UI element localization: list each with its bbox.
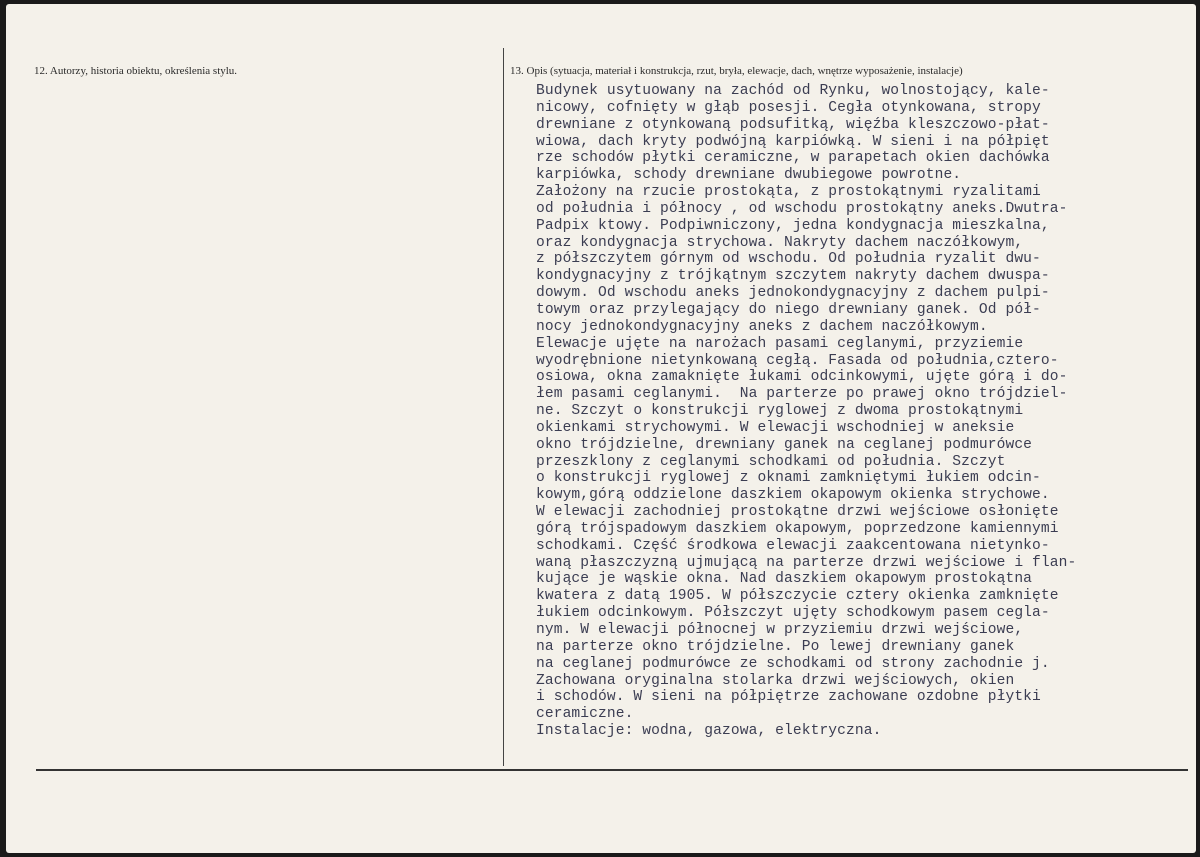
text-line: kwatera z datą 1905. W półszczycie cztery okienka zamknięte bbox=[536, 588, 1059, 605]
text-line: Założony na rzucie prostokąta, z prostokątnymi ryzalitami bbox=[536, 184, 1041, 201]
text-line: osiowa, okna zamaknięte łukami odcinkowymi, ujęte górą i do- bbox=[536, 369, 1068, 386]
text-line: Budynek usytuowany na zachód od Rynku, wolnostojący, kale- bbox=[536, 83, 1050, 99]
text-line: Zachowana oryginalna stolarka drzwi wejściowych, okien bbox=[536, 672, 1015, 689]
text-line: karpiówka, schody drewniane dwubiegowe powrotne. bbox=[536, 167, 962, 184]
text-line: dowym. Od wschodu aneks jednokondygnacyjny z dachem pulpi- bbox=[536, 285, 1050, 302]
text-line: schodkami. Część środkowa elewacji zaakcentowana nietynko- bbox=[536, 537, 1050, 554]
text-line: z półszczytem górnym od wschodu. Od południa ryzalit dwu- bbox=[536, 251, 1041, 268]
typed-description bbox=[536, 83, 1156, 740]
text-line: nocy jednokondygnacyjny aneks z dachem naczółkowym. bbox=[536, 318, 988, 335]
text-line: ne. Szczyt o konstrukcji ryglowej z dwoma prostokątnymi bbox=[536, 403, 1024, 420]
text-line: waną płaszczyzną ujmującą na parterze drzwi wejściowe i flan- bbox=[536, 554, 1077, 571]
text-line: kondygnacyjny z trójkątnym szczytem nakryty dachem dwuspa- bbox=[536, 268, 1050, 285]
text-line: od południa i północy , od wschodu prostokątny aneks.Dwutra- bbox=[536, 200, 1068, 217]
text-line: drewniane z otynkowaną podsufitką, więźba kleszczowo-płat- bbox=[536, 116, 1050, 133]
text-line: wiowa, dach kryty podwójną karpiówką. W sieni i na półpięt bbox=[536, 133, 1050, 150]
text-line: łem pasami ceglanymi. Na parterze po prawej okno trójdziel- bbox=[536, 386, 1068, 403]
text-line: Elewacje ujęte na narożach pasami ceglanymi, przyziemie bbox=[536, 335, 1024, 352]
text-line: górą trójspadowym daszkiem okapowym, poprzedzone kamiennymi bbox=[536, 520, 1059, 537]
text-line: oraz kondygnacja strychowa. Nakryty dachem naczółkowym, bbox=[536, 234, 1024, 251]
text-line: o konstrukcji ryglowej z oknami zamkniętymi łukiem odcin- bbox=[536, 470, 1041, 487]
text-line: okienkami strychowymi. W elewacji wschodniej w aneksie bbox=[536, 419, 1015, 436]
section-13-heading: 13. Opis (sytuacja, materiał i konstrukcja, rzut, bryła, elewacje, dach, wnętrze wyposażenie, instalacje) bbox=[510, 65, 963, 77]
text-line: rze schodów płytki ceramiczne, w parapetach okien dachówka bbox=[536, 150, 1050, 167]
text-line: łukiem odcinkowym. Półszczyt ujęty schodkowym pasem cegla- bbox=[536, 605, 1050, 622]
text-line: wyodrębnione nietynkowaną cegłą. Fasada od południa,cztero- bbox=[536, 352, 1059, 369]
text-line: nicowy, cofnięty w głąb posesji. Cegła otynkowana, stropy bbox=[536, 99, 1041, 116]
text-line: nym. W elewacji północnej w przyziemiu drzwi wejściowe, bbox=[536, 622, 1024, 638]
text-line: na parterze okno trójdzielne. Po lewej drewniany ganek bbox=[536, 638, 1015, 655]
section-12-heading: 12. Autorzy, historia obiektu, określenia stylu. bbox=[34, 65, 238, 77]
column-divider bbox=[503, 48, 504, 766]
text-line: na ceglanej podmurówce ze schodkami od strony zachodnie j. bbox=[536, 655, 1050, 672]
text-line: i schodów. W sieni na półpiętrze zachowane ozdobne płytki bbox=[536, 689, 1041, 706]
text-line: Padpix ktowy. Podpiwniczony, jedna kondygnacja mieszkalna, bbox=[536, 217, 1050, 234]
text-line: kowym,górą oddzielone daszkiem okapowym okienka strychowe. bbox=[536, 487, 1050, 504]
text-line: W elewacji zachodniej prostokątne drzwi wejściowe osłonięte bbox=[536, 504, 1059, 521]
text-line: okno trójdzielne, drewniany ganek na ceglanej podmurówce bbox=[536, 436, 1033, 453]
text-line: przeszklony z ceglanymi schodkami od południa. Szczyt bbox=[536, 453, 1006, 470]
bottom-rule bbox=[36, 769, 1188, 771]
text-line: kujące je wąskie okna. Nad daszkiem okapowym prostokątna bbox=[536, 571, 1033, 588]
text-line: towym oraz przylegający do niego drewniany ganek. Od pół- bbox=[536, 301, 1041, 318]
text-line: Instalacje: wodna, gazowa, elektryczna. bbox=[536, 723, 882, 740]
text-line: ceramiczne. bbox=[536, 706, 634, 723]
document-sheet bbox=[6, 4, 1196, 853]
